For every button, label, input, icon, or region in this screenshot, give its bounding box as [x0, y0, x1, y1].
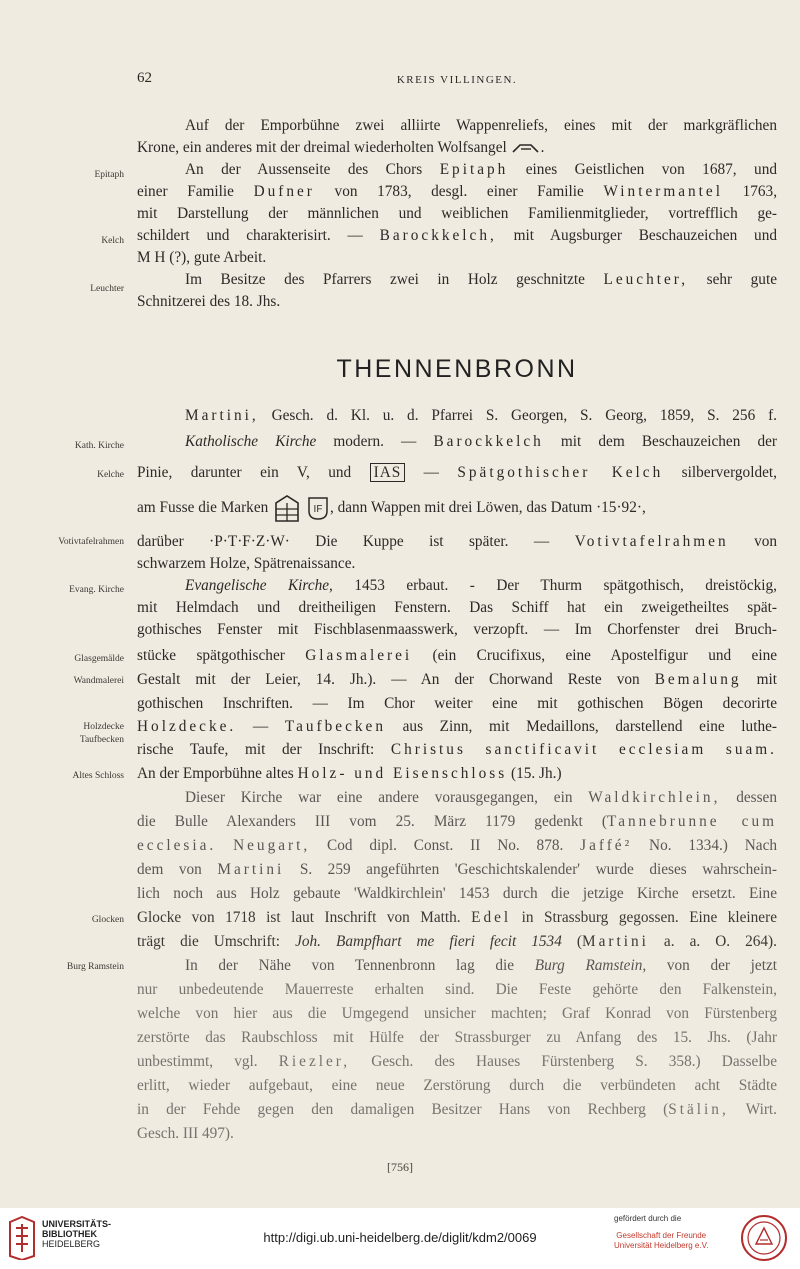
hallmark-icon: [272, 493, 302, 523]
margin-note-wandmalerei: Wandmalerei: [73, 676, 124, 686]
text-line: schildert und charakterisirt. — Barockkelch, mit Augsburger Beschauzeichen und: [137, 227, 777, 244]
viewer-footer: [0, 1208, 800, 1269]
text-line: welche von hier aus die Umgegend unsicher machten; Graf Konrad von Fürstenberg: [137, 1005, 777, 1022]
margin-note-evang-kirche: Evang. Kirche: [69, 585, 124, 595]
text-line: Martini, Gesch. d. Kl. u. d. Pfarrei S. Georgen, S. Georg, 1859, S. 256 f.: [185, 407, 777, 424]
page-header: [137, 70, 777, 94]
margin-note-glocken: Glocken: [91, 915, 124, 925]
text-line: Im Besitze des Pfarrers zwei in Holz geschnitzte Leuchter, sehr gute: [185, 271, 777, 288]
sponsor-intro: gefördert durch die: [614, 1214, 682, 1223]
page-reference: [756]: [387, 1160, 413, 1174]
permalink-url[interactable]: http://digi.ub.uni-heidelberg.de/diglit/kdm2/0069: [263, 1230, 537, 1245]
running-title: KREIS VILLINGEN.: [396, 74, 518, 86]
margin-note-holzdecke: Holzdecke: [83, 722, 124, 732]
text-line: Katholische Kirche modern. — Barockkelch mit dem Beschauzeichen der: [185, 433, 777, 450]
if-mark-icon: [306, 495, 330, 521]
text-line: einer Familie Dufner von 1783, desgl. einer Familie Wintermantel 1763,: [137, 183, 777, 200]
text-line: mit Helmdach und dreitheiligen Fenstern. Das Schiff hat ein zweigetheiltes spät-: [137, 599, 777, 616]
library-name[interactable]: UNIVERSITÄTS- BIBLIOTHEK HEIDELBERG: [42, 1219, 112, 1249]
margin-note-kath-kirche: Kath. Kirche: [74, 441, 124, 451]
text-line: ecclesia. Neugart, Cod dipl. Const. II No. 878. Jaffé² No. 1334.) Nach: [137, 837, 777, 854]
text-line: zerstörte das Raubschloss mit Hülfe der Strassburger zu Anfang des 15. Jhs. (Jahr: [137, 1029, 777, 1046]
page-number: 62: [137, 70, 152, 86]
margin-note-burg-ramstein: Burg Ramstein: [66, 962, 124, 972]
text-line: erlitt, wieder aufgebaut, eine neue Zerstörung durch die verbündeten acht Städte: [137, 1077, 777, 1094]
text-line: stücke spätgothischer Glasmalerei (ein Crucifixus, eine Apostelfigur und eine: [137, 647, 777, 664]
text-line: An der Emporbühne altes Holz- und Eisenschloss (15. Jh.): [137, 765, 562, 782]
margin-note-kelche: Kelche: [97, 470, 124, 480]
margin-note-glasgemaelde: Glasgemälde: [74, 654, 124, 664]
text-line: Gestalt mit der Leier, 14. Jh.). — An der Chorwand Reste von Bemalung mit: [137, 671, 777, 688]
text-line: An der Aussenseite des Chors Epitaph eines Geistlichen von 1687, und: [185, 161, 777, 178]
section-title: THENNENBRONN: [336, 355, 578, 383]
wolfsangel-icon: [511, 141, 541, 155]
svg-text:IF: IF: [313, 504, 323, 516]
text-line: unbestimmt, vgl. Riezler, Gesch. des Hauses Fürstenberg S. 358.) Dasselbe: [137, 1053, 777, 1070]
text-line: rische Taufe, mit der Inschrift: Christus sanctificavit ecclesiam suam.: [137, 741, 777, 758]
text-line: Schnitzerei des 18. Jhs.: [137, 293, 281, 310]
text-line: die Bulle Alexanders III vom 25. März 1179 gedenkt (Tannebrunne cum: [137, 813, 777, 830]
text-line: In der Nähe von Tennenbronn lag die Burg Ramstein, von der jetzt: [185, 957, 777, 974]
text-line: Pinie, darunter ein V, und IAS — Spätgothischer Kelch silbervergoldet,: [137, 464, 777, 481]
text-line: Auf der Emporbühne zwei alliirte Wappenreliefs, eines mit der markgräflichen: [185, 117, 777, 134]
text-line: Gesch. III 497).: [137, 1125, 234, 1142]
margin-note-kelch: Kelch: [101, 236, 124, 246]
text-line: Dieser Kirche war eine andere vorausgegangen, ein Waldkirchlein, dessen: [185, 789, 777, 806]
margin-note-altes-schloss: Altes Schloss: [72, 771, 124, 781]
text-line: nur unbedeutende Mauerreste erhalten sind. Die Feste gehörte den Falkenstein,: [137, 981, 777, 998]
text-line: gothisches Fenster mit Fischblasenmaasswerk, verzopft. — Im Chorfenster drei Bruch-: [137, 621, 777, 638]
text-line: Krone, ein anderes mit der dreimal wiederholten Wolfsangel .: [137, 139, 545, 156]
sponsor-name[interactable]: Gesellschaft der Freunde Universität Heidelberg e.V.: [614, 1231, 709, 1250]
margin-note-leuchter: Leuchter: [90, 284, 124, 294]
margin-note-votivtafelrahmen: Votivtafelrahmen: [58, 537, 124, 547]
text-line: gothischen Inschriften. — Im Chor weiter eine mit gothischen Bögen decorirte: [137, 695, 777, 712]
text-line: schwarzem Holze, Spätrenaissance.: [137, 555, 356, 572]
text-line: M H (?), gute Arbeit.: [137, 249, 267, 266]
text-line: Holzdecke. — Taufbecken aus Zinn, mit Medaillons, darstellend eine luthe-: [137, 718, 777, 735]
margin-note-taufbecken: Taufbecken: [79, 735, 124, 745]
margin-note-epitaph: Epitaph: [94, 170, 124, 180]
ias-mark: IAS: [370, 463, 406, 482]
text-line: Glocke von 1718 ist laut Inschrift von Matth. Edel in Strassburg gegossen. Eine kleinere: [137, 909, 777, 926]
text-line: darüber ·P·T·F·Z·W· Die Kuppe ist später. — Votivtafelrahmen von: [137, 533, 777, 550]
text-line: am Fusse die Marken IF , dann Wappen mit drei Löwen, das Datum ·15·92·,: [137, 493, 777, 523]
text-line: trägt die Umschrift: Joh. Bampfhart me fieri fecit 1534 (Martini a. a. O. 264).: [137, 933, 777, 950]
university-seal-icon: [740, 1214, 788, 1262]
text-line: Evangelische Kirche, 1453 erbaut. - Der Thurm spätgothisch, dreistöckig,: [185, 577, 777, 594]
text-line: in der Fehde gegen den damaligen Besitzer Hans von Rechberg (Stälin, Wirt.: [137, 1101, 777, 1118]
text-line: dem von Martini S. 259 angeführten 'Geschichtskalender' wurde dieses wahrschein-: [137, 861, 777, 878]
text-line: lich noch aus Holz gebaute 'Waldkirchlein' 1453 durch die jetzige Kirche ersetzt. Eine: [137, 885, 777, 902]
text-line: mit Darstellung der männlichen und weiblichen Familienmitglieder, vortrefflich ge-: [137, 205, 777, 222]
